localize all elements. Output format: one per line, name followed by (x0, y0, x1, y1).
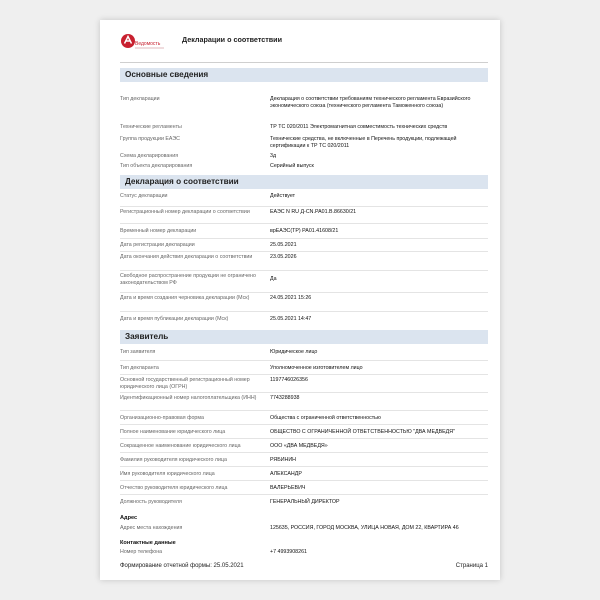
basic-row (120, 153, 488, 163)
field-value: врЕАЭС(ТР) РА01.41608/21 (270, 228, 339, 234)
field-value: 1197746026356 (270, 377, 308, 383)
field-label: Номер телефона (120, 549, 163, 555)
declaration-row (120, 224, 488, 239)
declaration-row (120, 193, 488, 207)
document-header (120, 32, 490, 58)
field-label: Временный номер декларации (120, 228, 197, 234)
field-value: 7743288938 (270, 395, 300, 401)
field-label: Дата и время создания черновика декларации (Мск) (120, 295, 250, 301)
basic-row (120, 163, 488, 175)
document-content (120, 68, 488, 559)
field-value: 125635, РОССИЯ, ГОРОД МОСКВА, УЛИЦА НОВАЯ, ДОМ 22, КВАРТИРА 46 (270, 525, 459, 531)
phone-row (120, 547, 488, 559)
basic-row (120, 124, 488, 136)
section-applicant-title: Заявитель (120, 330, 488, 344)
field-label: Организационно-правовая форма (120, 415, 204, 421)
field-value: Декларация о соответствии требованиям технического регламента Евразийского экономического союза (технического регламента Таможенного союза) (270, 96, 471, 109)
field-value: Уполномоченное изготовителем лицо (270, 365, 363, 371)
basic-row (120, 136, 488, 153)
field-label: Сокращенное наименование юридического лица (120, 443, 241, 449)
applicant-row (120, 439, 488, 453)
field-value: Общества с ограниченной ответственностью (270, 415, 381, 421)
field-label: Дата регистрации декларации (120, 242, 195, 248)
section-basic-title: Основные сведения (120, 68, 488, 82)
field-value: ТР ТС 020/2011 Электромагнитная совместимость технических средств (270, 124, 448, 130)
field-value: Технические средства, не включенные в Перечень продукции, подлежащей сертификации к ТР ТС 020/2011 (270, 136, 457, 149)
field-label: Группа продукции ЕАЭС (120, 136, 180, 142)
declaration-row (120, 312, 488, 328)
applicant-row (120, 425, 488, 439)
field-value: ОБЩЕСТВО С ОГРАНИЧЕННОЙ ОТВЕТСТВЕННОСТЬЮ "ДВА МЕДВЕДЯ" (270, 429, 455, 435)
document-footer (120, 563, 488, 569)
field-value: РЯБИНИН (270, 457, 296, 463)
applicant-row (120, 347, 488, 361)
field-value: +7 4993908261 (270, 549, 307, 555)
document-title: Декларации о соответствии (182, 35, 283, 44)
field-value: ВАЛЕРЬЕВИЧ (270, 485, 306, 491)
field-label: Статус декларации (120, 193, 168, 199)
field-value: ЕАЭС N RU Д-CN.РА01.В.86630/21 (270, 209, 357, 215)
field-label: Имя руководителя юридического лица (120, 471, 215, 477)
field-label: Идентификационный номер налогоплательщика (ИНН) (120, 395, 257, 401)
field-label: Должность руководителя (120, 499, 182, 505)
declaration-row (120, 207, 488, 224)
field-label: Адрес места нахождения (120, 525, 183, 531)
field-value: Действует (270, 193, 296, 199)
field-value: ГЕНЕРАЛЬНЫЙ ДИРЕКТОР (270, 499, 340, 505)
applicant-row (120, 361, 488, 375)
field-label: Регистрационный номер декларации о соответствии (120, 209, 250, 215)
document-page (100, 20, 500, 580)
applicant-row (120, 453, 488, 467)
field-label: Отчество руководителя юридического лица (120, 485, 228, 491)
field-value: 25.05.2021 14:47 (270, 316, 312, 322)
field-value: АЛЕКСАНДР (270, 471, 302, 477)
basic-row (120, 96, 488, 124)
declaration-row (120, 239, 488, 252)
field-label: Схема декларирования (120, 153, 179, 159)
logo-text: Ведомость (135, 41, 161, 47)
address-row (120, 522, 488, 536)
field-label: Фамилия руководителя юридического лица (120, 457, 227, 463)
field-value: 23.05.2026 (270, 254, 297, 260)
field-label: Дата и время публикации декларации (Мск) (120, 316, 229, 322)
field-label: Основной государственный регистрационный номер юридического лица (ОГРН) (120, 377, 250, 390)
field-label: Тип декларанта (120, 365, 159, 371)
field-label: Дата окончания действия декларации о соответствии (120, 254, 253, 260)
field-value: Серийный выпуск (270, 163, 314, 169)
page-number: Страница 1 (455, 563, 488, 569)
applicant-row (120, 481, 488, 495)
header-divider (120, 62, 488, 63)
declaration-row (120, 293, 488, 312)
field-value: 3д (270, 153, 277, 159)
field-label: Тип декларации (120, 96, 160, 102)
applicant-row (120, 411, 488, 425)
field-label: Тип заявителя (120, 349, 156, 355)
generation-date: Формирование отчетной формы: 25.05.2021 (120, 563, 244, 569)
contacts-subtitle: Контактные данные (120, 540, 176, 546)
field-value: 24.05.2021 15:26 (270, 295, 312, 301)
address-subtitle: Адрес (120, 515, 138, 521)
field-label: Полное наименование юридического лица (120, 429, 226, 435)
applicant-row (120, 375, 488, 393)
applicant-row (120, 393, 488, 411)
field-value: ООО «ДВА МЕДВЕДЯ» (270, 443, 328, 449)
declaration-row (120, 252, 488, 271)
applicant-row (120, 467, 488, 481)
field-value: Юридическое лицо (270, 349, 318, 355)
section-declaration-title: Декларация о соответствии (120, 175, 488, 189)
field-label: Тип объекта декларирования (120, 163, 193, 169)
field-value: Да (270, 276, 277, 282)
field-value: 25.05.2021 (270, 242, 297, 248)
field-label: Технические регламенты (120, 124, 182, 130)
applicant-row (120, 495, 488, 509)
declaration-row (120, 271, 488, 293)
field-label: Свободное распространение продукции не ограничено законодательством РФ (120, 273, 256, 286)
logo-icon (120, 32, 170, 56)
